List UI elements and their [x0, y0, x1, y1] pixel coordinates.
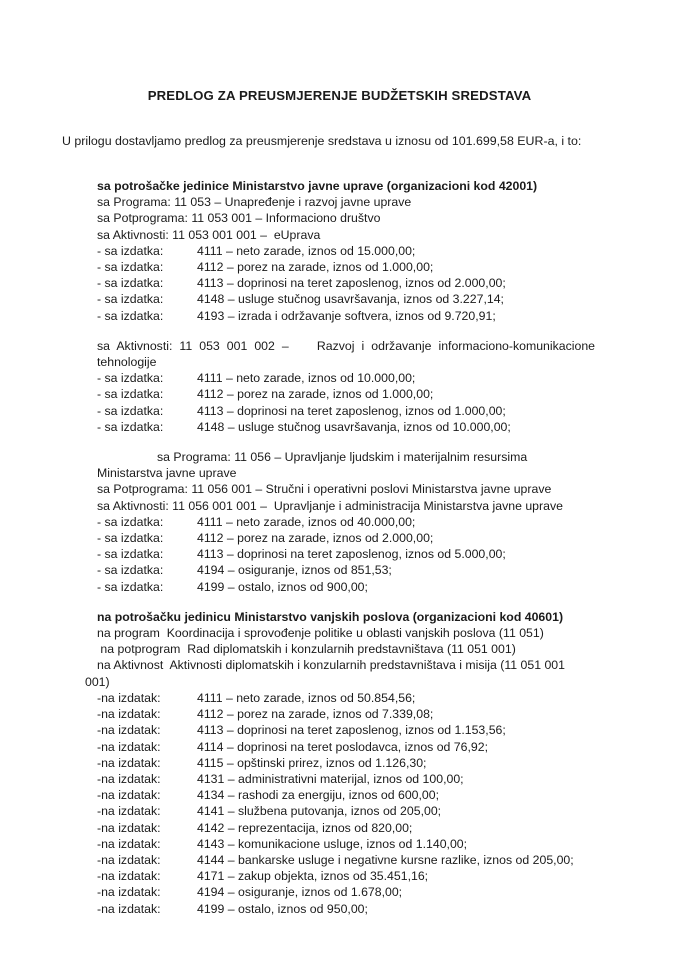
section-activity-continuation: 001): [85, 674, 110, 689]
expenditure-text: 4113 – doprinosi na teret zaposlenog, iznos od 2.000,00;: [197, 276, 506, 291]
expenditure-row: [85, 706, 595, 722]
section-heading: sa potrošačke jedinice Ministarstvo javne uprave (organizacioni kod 42001): [97, 179, 538, 193]
section-program-line: na program Koordinacija i sprovođenje politike u oblasti vanjskih poslova (11 051): [97, 626, 544, 641]
expenditure-label: - sa izdatka:: [97, 547, 164, 562]
expenditure-label: - sa izdatka:: [97, 403, 164, 418]
section-heading: na potrošačku jedinicu Ministarstvo vanjskih poslova (organizacioni kod 40601): [97, 609, 564, 624]
expenditure-text: 4111 – neto zarade, iznos od 10.000,00;: [197, 371, 416, 386]
expenditure-label: -na izdatak:: [97, 739, 161, 754]
intro-paragraph: U prilogu dostavljamo predlog za preusmjerenje sredstava u iznosu od 101.699,58 EUR-a, i to:: [62, 134, 582, 148]
expenditure-row: [85, 530, 595, 546]
expenditure-label: -na izdatak:: [97, 804, 161, 819]
expenditure-text: 4148 – usluge stučnog usavršavanja, iznos od 3.227,14;: [197, 292, 504, 307]
expenditure-label: -na izdatak:: [97, 755, 161, 770]
section-activity-line: na Aktivnost Aktivnosti diplomatskih i konzularnih predstavništava i misija (11 051 001: [97, 658, 565, 673]
expenditure-text: 4142 – reprezentacija, iznos od 820,00;: [197, 820, 413, 835]
expenditure-row: [85, 820, 595, 836]
expenditure-text: 4112 – porez na zarade, iznos od 7.339,08;: [197, 707, 434, 722]
expenditure-label: -na izdatak:: [97, 852, 161, 867]
expenditure-label: - sa izdatka:: [97, 563, 164, 578]
section-subprogram-line: na potprogram Rad diplomatskih i konzularnih predstavništava (11 051 001): [97, 642, 516, 657]
expenditure-row: [85, 243, 595, 259]
section-activity-line: sa Aktivnosti: 11 053 001 002 – Razvoj i održavanje informaciono-komunikacione tehnologije: [97, 338, 599, 370]
expenditure-row: [85, 386, 595, 402]
expenditure-text: 4114 – doprinosi na teret poslodavca, iznos od 76,92;: [197, 739, 489, 754]
expenditure-row: [85, 514, 595, 530]
expenditure-row: [85, 308, 595, 324]
expenditure-text: 4171 – zakup objekta, iznos od 35.451,16;: [197, 869, 429, 884]
expenditure-label: - sa izdatka:: [97, 276, 164, 291]
expenditure-label: - sa izdatka:: [97, 308, 164, 323]
expenditure-label: -na izdatak:: [97, 820, 161, 835]
expenditure-label: - sa izdatka:: [97, 531, 164, 546]
expenditure-text: 4199 – ostalo, iznos od 900,00;: [197, 579, 368, 594]
expenditure-text: 4194 – osiguranje, iznos od 851,53;: [197, 563, 392, 578]
section-eict-activity: [85, 338, 599, 435]
expenditure-text: 4199 – ostalo, iznos od 950,00;: [197, 901, 368, 916]
expenditure-row: [85, 739, 595, 755]
expenditure-row: [85, 836, 595, 852]
expenditure-row: [85, 787, 595, 803]
expenditure-row: [85, 803, 595, 819]
expenditure-text: 4113 – doprinosi na teret zaposlenog, iznos od 1.000,00;: [197, 403, 506, 418]
expenditure-text: 4112 – porez na zarade, iznos od 1.000,00;: [197, 387, 434, 402]
expenditure-label: -na izdatak:: [97, 885, 161, 900]
page-title: PREDLOG ZA PREUSMJERENJE BUDŽETSKIH SREDSTAVA: [147, 88, 532, 103]
expenditure-row: [85, 722, 595, 738]
expenditure-row: [85, 275, 595, 291]
expenditure-text: 4143 – komunikacione usluge, iznos od 1.140,00;: [197, 836, 468, 851]
expenditure-text: 4113 – doprinosi na teret zaposlenog, iznos od 5.000,00;: [197, 547, 506, 562]
expenditure-label: -na izdatak:: [97, 690, 161, 705]
expenditure-text: 4144 – bankarske usluge i negativne kursne razlike, iznos od 205,00;: [197, 852, 574, 867]
expenditure-label: -na izdatak:: [97, 723, 161, 738]
expenditure-row: [85, 755, 595, 771]
expenditure-text: 4111 – neto zarade, iznos od 50.854,56;: [197, 690, 416, 705]
expenditure-text: 4115 – opštinski prirez, iznos od 1.126,30;: [197, 755, 427, 770]
expenditure-row: [85, 546, 595, 562]
expenditure-label: -na izdatak:: [97, 836, 161, 851]
section-subprogram-line: sa Potprograma: 11 056 001 – Stručni i operativni poslovi Ministarstva javne uprave: [97, 482, 552, 497]
expenditure-text: 4111 – neto zarade, iznos od 40.000,00;: [197, 514, 416, 529]
expenditure-text: 4193 – izrada i održavanje softvera, iznos od 9.720,91;: [197, 308, 496, 323]
section-ministarstvo-vanjskih-poslova: [85, 609, 595, 917]
expenditure-row: [85, 579, 595, 595]
expenditure-row: [85, 403, 595, 419]
expenditure-label: -na izdatak:: [97, 707, 161, 722]
expenditure-label: -na izdatak:: [97, 869, 161, 884]
expenditure-label: -na izdatak:: [97, 901, 161, 916]
expenditure-row: [85, 884, 595, 900]
section-program-line: sa Programa: 11 056 – Upravljanje ljudskim i materijalnim resursima Ministarstva javne uprave: [97, 450, 531, 481]
expenditure-label: -na izdatak:: [97, 771, 161, 786]
expenditure-row: [85, 771, 595, 787]
section-activity-line: sa Aktivnosti: 11 056 001 001 – Upravljanje i administracija Ministarstva javne uprave: [97, 498, 563, 513]
expenditure-row: [85, 562, 595, 578]
expenditure-text: 4148 – usluge stučnog usavršavanja, iznos od 10.000,00;: [197, 419, 511, 434]
expenditure-text: 4112 – porez na zarade, iznos od 1.000,00;: [197, 260, 434, 275]
section-subprogram-line: sa Potprograma: 11 053 001 – Informaciono društvo: [97, 211, 381, 226]
expenditure-row: [85, 259, 595, 275]
expenditure-row: [85, 419, 595, 435]
expenditure-text: 4111 – neto zarade, iznos od 15.000,00;: [197, 243, 416, 258]
section-upravljanje-resursima: [85, 449, 595, 595]
expenditure-text: 4112 – porez na zarade, iznos od 2.000,00;: [197, 531, 434, 546]
expenditure-label: - sa izdatka:: [97, 371, 164, 386]
expenditure-label: - sa izdatka:: [97, 260, 164, 275]
expenditure-label: - sa izdatka:: [97, 514, 164, 529]
section-activity-line: sa Aktivnosti: 11 053 001 001 – eUprava: [97, 227, 321, 242]
expenditure-row: [85, 901, 595, 917]
document-body: [85, 178, 599, 917]
expenditure-label: -na izdatak:: [97, 788, 161, 803]
section-ministarstvo-javne-uprave: [85, 178, 595, 324]
section-program-line: sa Programa: 11 053 – Unapređenje i razvoj javne uprave: [97, 195, 412, 210]
expenditure-row: [85, 291, 595, 307]
expenditure-text: 4134 – rashodi za energiju, iznos od 600,00;: [197, 788, 440, 803]
expenditure-text: 4113 – doprinosi na teret zaposlenog, iznos od 1.153,56;: [197, 723, 506, 738]
expenditure-row: [85, 370, 595, 386]
expenditure-label: - sa izdatka:: [97, 292, 164, 307]
expenditure-row: [85, 690, 595, 706]
expenditure-row: [85, 868, 595, 884]
expenditure-row: [85, 852, 595, 868]
expenditure-text: 4131 – administrativni materijal, iznos od 100,00;: [197, 771, 464, 786]
expenditure-label: - sa izdatka:: [97, 243, 164, 258]
expenditure-label: - sa izdatka:: [97, 387, 164, 402]
expenditure-text: 4194 – osiguranje, iznos od 1.678,00;: [197, 885, 403, 900]
expenditure-label: - sa izdatka:: [97, 419, 164, 434]
expenditure-text: 4141 – službena putovanja, iznos od 205,00;: [197, 804, 442, 819]
expenditure-label: - sa izdatka:: [97, 579, 164, 594]
